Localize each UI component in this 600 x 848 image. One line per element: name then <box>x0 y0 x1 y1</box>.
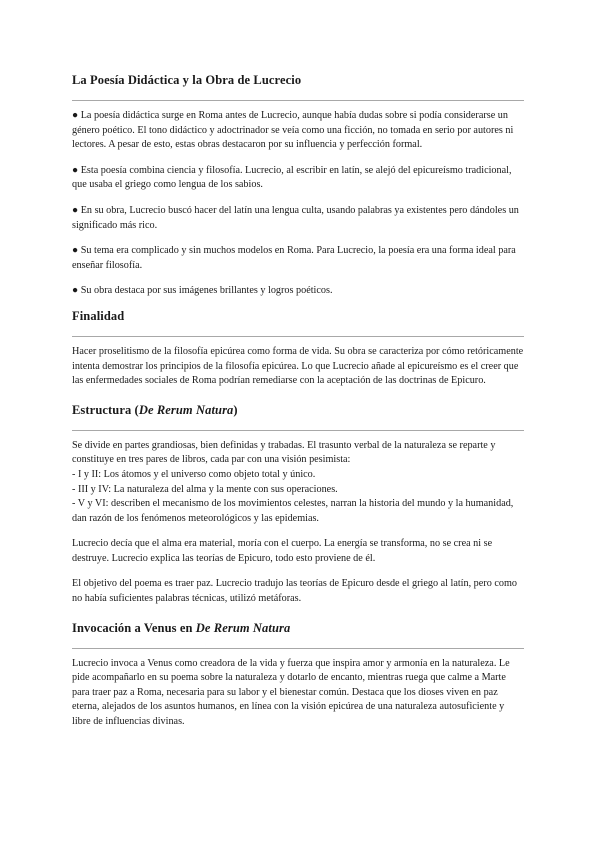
section-divider <box>72 336 524 337</box>
section-divider <box>72 430 524 431</box>
bullet-paragraph: ● La poesía didáctica surge en Roma antes de Lucrecio, aunque había dudas sobre si podía considerarse un género poético. El tono didáctico y adoctrinador se veía como una ficción, no tomada en serio por autores ni lectores. A pesar de esto, estas obras destacaron por su influencia y perfección formal. <box>72 110 514 151</box>
list-item: - I y II: Los átomos y el universo como objeto total y único. <box>72 468 316 480</box>
estructura-intro: Se divide en partes grandiosas, bien definidas y trabadas. El trasunto verbal de la naturaleza se reparte y constituye en tres pares de libros, cada par con una visión pesimista: <box>72 439 496 466</box>
title-text: Invocación a Venus en <box>72 620 196 635</box>
bullet-paragraph: ● Su tema era complicado y sin muchos modelos en Roma. Para Lucrecio, la poesía era una forma ideal para enseñar filosofía. <box>72 245 516 271</box>
section-title-invocacion <box>72 620 524 636</box>
list-item: - V y VI: describen el mecanismo de los movimientos celestes, narran la historia del mundo y la humanidad, dan razón de los fenómenos meteorológicos y las epidemias. <box>72 498 514 524</box>
list-item: - III y IV: La naturaleza del alma y la mente con sus operaciones. <box>72 483 338 495</box>
estructura-paragraph <box>72 439 524 527</box>
estructura-paragraph: Lucrecio decía que el alma era material, moría con el cuerpo. La energía se transforma, no se crea ni se destruye. Lucrecio explica las teorías de Epicuro, todo esto proviene de él. <box>72 538 493 564</box>
title-text: Estructura ( <box>72 402 139 417</box>
bullet-paragraph: ● Esta poesía combina ciencia y filosofía. Lucrecio, al escribir en latín, se alejó del epicureísmo tradicional, que usaba el griego como lengua de los sabios. <box>72 164 512 191</box>
bullet-paragraph: ● En su obra, Lucrecio buscó hacer del latín una lengua culta, usando palabras ya existentes pero dándoles un significado más rico. <box>72 204 519 231</box>
section-divider <box>72 648 524 649</box>
section-divider <box>72 100 524 101</box>
title-emphasis: De Rerum Natura <box>138 402 234 417</box>
section-title-finalidad: Finalidad <box>72 308 125 323</box>
estructura-paragraph: El objetivo del poema es traer paz. Lucrecio tradujo las teorías de Epicuro desde el griego al latín, pero como no había suficientes palabras técnicas, utilizó metáforas. <box>72 578 517 605</box>
bullet-paragraph: ● Su obra destaca por sus imágenes brillantes y logros poéticos. <box>72 285 333 297</box>
title-text: ) <box>233 402 238 417</box>
section-title-poesia-didactica: La Poesía Didáctica y la Obra de Lucrecio <box>72 73 302 87</box>
section-title-estructura <box>72 402 524 418</box>
invocacion-paragraph: Lucrecio invoca a Venus como creadora de la vida y fuerza que inspira amor y armonía en la naturaleza. Le pide acompañarlo en su poema sobre la naturaleza y dotarlo de encanto, mientras ruega que calme a Marte para traer paz a Roma, necesaria para su labor y el bienestar común. Destaca que los dioses viven en paz eterna, alejados de los asuntos humanos, en línea con la visión epicúrea de una naturaleza autosuficiente y libre de influencias divinas. <box>72 657 510 728</box>
title-emphasis: De Rerum Natura <box>195 620 291 635</box>
finalidad-paragraph: Hacer proselitismo de la filosofía epicúrea como forma de vida. Su obra se caracteriza por cómo retóricamente intenta demostrar los principios de la filosofía epicúrea. Lo que Lucrecio añade al epicureísmo es el creer que las enfermedades sociales de Roma podrían remediarse con la aceptación de las doctrinas de Epicuro. <box>72 345 524 387</box>
